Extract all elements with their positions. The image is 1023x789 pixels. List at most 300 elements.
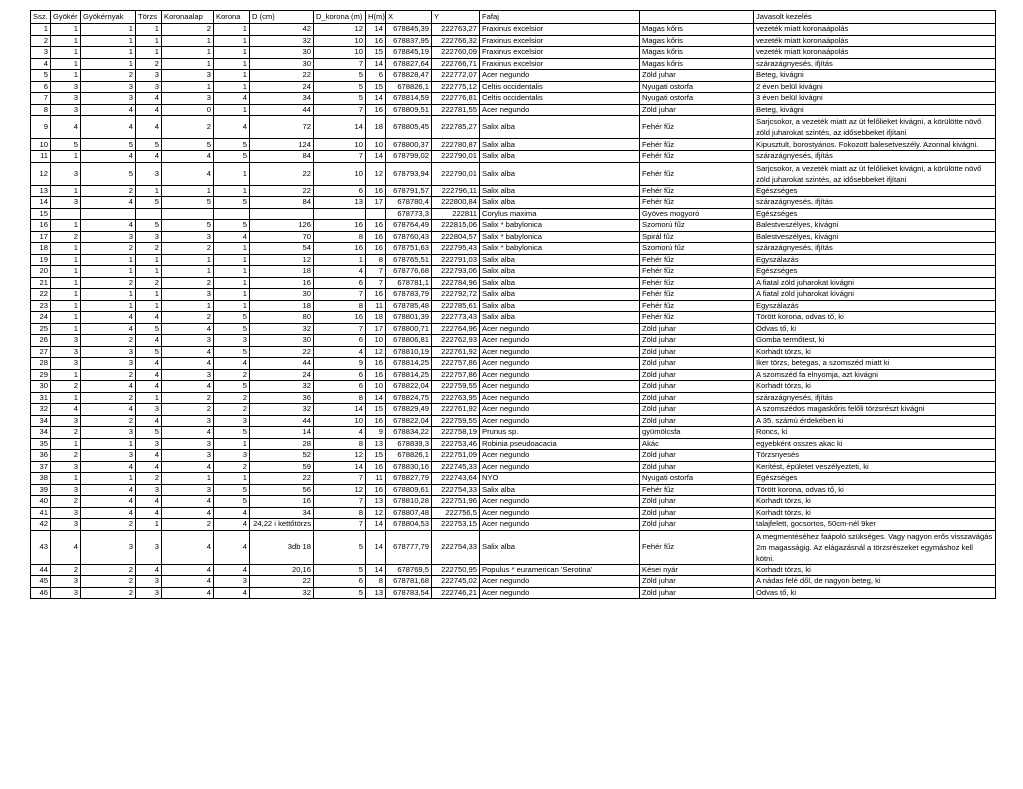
cell-treatment: szárazágnyesés, ifjítás: [754, 197, 996, 209]
table-row: [31, 300, 996, 312]
cell-crown: 1: [214, 162, 250, 185]
col-header-crown: Korona: [214, 11, 250, 24]
cell-treatment: 3 éven belül kivágni: [754, 93, 996, 105]
cell-crown: 1: [214, 81, 250, 93]
cell-species: Salix alba: [480, 254, 640, 266]
cell-id: 40: [31, 496, 51, 508]
cell-y: 222811: [432, 208, 480, 220]
cell-species: Salix alba: [480, 185, 640, 197]
cell-id: 8: [31, 104, 51, 116]
cell-diameter: 30: [250, 47, 314, 59]
cell-root-collar: 2: [81, 185, 136, 197]
cell-crown-base: 1: [162, 58, 214, 70]
cell-common-name: Fehér fűz: [640, 300, 754, 312]
cell-crown-base: 4: [162, 427, 214, 439]
cell-root-collar: 2: [81, 519, 136, 531]
cell-treatment: Odvas tő, ki: [754, 323, 996, 335]
cell-trunk: 3: [136, 81, 162, 93]
cell-root-collar: 4: [81, 220, 136, 232]
cell-root: 1: [51, 266, 81, 278]
cell-species: Fraxinus excelsior: [480, 47, 640, 59]
cell-crown-base: 3: [162, 289, 214, 301]
cell-crown: 5: [214, 346, 250, 358]
cell-common-name: Zöld juhar: [640, 392, 754, 404]
cell-x: 678804,53: [386, 519, 432, 531]
cell-y: 222780,87: [432, 139, 480, 151]
cell-x: 678781,68: [386, 576, 432, 588]
cell-crown: 1: [214, 289, 250, 301]
cell-species: Celtis occidentalis: [480, 93, 640, 105]
cell-species: Acer negundo: [480, 519, 640, 531]
cell-common-name: Zöld juhar: [640, 519, 754, 531]
cell-x: 678783,79: [386, 289, 432, 301]
cell-y: 222761,92: [432, 404, 480, 416]
cell-height: 17: [366, 323, 386, 335]
table-row: [31, 81, 996, 93]
cell-crown-base: 2: [162, 519, 214, 531]
cell-root-collar: 4: [81, 381, 136, 393]
cell-crown-diameter: 5: [314, 81, 366, 93]
cell-root-collar: 2: [81, 335, 136, 347]
cell-treatment: A fiatal zöld juharokat kivágni: [754, 277, 996, 289]
cell-id: 12: [31, 162, 51, 185]
cell-root: 4: [51, 404, 81, 416]
cell-crown-diameter: 5: [314, 530, 366, 564]
cell-crown-base: 1: [162, 300, 214, 312]
cell-root: 1: [51, 473, 81, 485]
cell-id: 4: [31, 58, 51, 70]
cell-id: 37: [31, 461, 51, 473]
cell-id: 27: [31, 346, 51, 358]
cell-common-name: Fehér fűz: [640, 289, 754, 301]
cell-crown-diameter: 12: [314, 24, 366, 36]
table-row: [31, 346, 996, 358]
cell-crown-base: 4: [162, 530, 214, 564]
cell-crown-diameter: 7: [314, 58, 366, 70]
cell-height: 17: [366, 197, 386, 209]
cell-x: 678826,1: [386, 81, 432, 93]
cell-root: 1: [51, 438, 81, 450]
cell-id: 3: [31, 47, 51, 59]
cell-root: 1: [51, 323, 81, 335]
cell-crown-diameter: 7: [314, 151, 366, 163]
cell-treatment: Egyszálazás: [754, 300, 996, 312]
cell-height: 18: [366, 312, 386, 324]
cell-crown-base: 4: [162, 496, 214, 508]
cell-height: 14: [366, 151, 386, 163]
table-row: [31, 151, 996, 163]
cell-root: 1: [51, 58, 81, 70]
cell-diameter: 14: [250, 427, 314, 439]
cell-diameter: 44: [250, 415, 314, 427]
cell-height: 16: [366, 220, 386, 232]
cell-x: 678809,51: [386, 104, 432, 116]
cell-root: 3: [51, 346, 81, 358]
cell-height: 16: [366, 243, 386, 255]
cell-root-collar: 2: [81, 587, 136, 599]
cell-x: 678845,19: [386, 47, 432, 59]
cell-root: 2: [51, 381, 81, 393]
cell-common-name: gyümölcsfa: [640, 427, 754, 439]
cell-diameter: 124: [250, 139, 314, 151]
cell-height: 11: [366, 300, 386, 312]
cell-trunk: 3: [136, 576, 162, 588]
cell-common-name: Zöld juhar: [640, 507, 754, 519]
cell-crown-diameter: 8: [314, 300, 366, 312]
cell-diameter: 84: [250, 197, 314, 209]
table-row: [31, 358, 996, 370]
cell-height: 15: [366, 404, 386, 416]
survey-table: [30, 10, 996, 599]
cell-crown: 4: [214, 93, 250, 105]
cell-id: 22: [31, 289, 51, 301]
cell-id: 25: [31, 323, 51, 335]
cell-crown-base: 3: [162, 369, 214, 381]
table-row: [31, 266, 996, 278]
cell-species: Acer negundo: [480, 323, 640, 335]
cell-root-collar: 2: [81, 415, 136, 427]
cell-root: 3: [51, 519, 81, 531]
cell-crown-base: 3: [162, 231, 214, 243]
cell-crown-diameter: 7: [314, 289, 366, 301]
cell-root: 2: [51, 564, 81, 576]
cell-y: 222745,33: [432, 461, 480, 473]
cell-common-name: Fehér fűz: [640, 162, 754, 185]
cell-id: 7: [31, 93, 51, 105]
cell-common-name: Zöld juhar: [640, 335, 754, 347]
cell-crown-base: 2: [162, 312, 214, 324]
cell-id: 35: [31, 438, 51, 450]
cell-crown-base: 4: [162, 587, 214, 599]
cell-x: 678805,45: [386, 116, 432, 139]
cell-trunk: 4: [136, 381, 162, 393]
table-row: [31, 231, 996, 243]
cell-y: 222784,96: [432, 277, 480, 289]
cell-crown-base: 2: [162, 116, 214, 139]
cell-crown: 2: [214, 404, 250, 416]
cell-common-name: Kései nyár: [640, 564, 754, 576]
cell-crown: 1: [214, 473, 250, 485]
cell-y: 222785,27: [432, 116, 480, 139]
cell-diameter: 24: [250, 369, 314, 381]
cell-crown: 3: [214, 335, 250, 347]
cell-crown: 5: [214, 139, 250, 151]
cell-species: Robinia pseudoacacia: [480, 438, 640, 450]
cell-id: 9: [31, 116, 51, 139]
cell-x: 678800,71: [386, 323, 432, 335]
cell-height: 15: [366, 450, 386, 462]
cell-crown: 4: [214, 116, 250, 139]
cell-trunk: 3: [136, 530, 162, 564]
cell-height: 13: [366, 496, 386, 508]
cell-common-name: Gyöves mogyoró: [640, 208, 754, 220]
cell-y: 222793,06: [432, 266, 480, 278]
cell-treatment: vezeték miatt koronaápolás: [754, 24, 996, 36]
cell-root-collar: 4: [81, 104, 136, 116]
cell-y: 222785,61: [432, 300, 480, 312]
cell-diameter: 52: [250, 450, 314, 462]
cell-root-collar: 4: [81, 461, 136, 473]
cell-root: 2: [51, 496, 81, 508]
cell-species: Prunus sp.: [480, 427, 640, 439]
cell-y: 222754,33: [432, 530, 480, 564]
cell-crown-base: 3: [162, 93, 214, 105]
cell-crown: 5: [214, 220, 250, 232]
cell-diameter: 20,16: [250, 564, 314, 576]
table-row: [31, 507, 996, 519]
cell-x: 678781,1: [386, 277, 432, 289]
cell-trunk: 5: [136, 197, 162, 209]
table-row: [31, 438, 996, 450]
cell-trunk: 3: [136, 484, 162, 496]
cell-crown: 4: [214, 507, 250, 519]
cell-root: 3: [51, 335, 81, 347]
cell-root: 1: [51, 392, 81, 404]
cell-treatment: Iker törzs, betegas, a szomszéd miatt ki: [754, 358, 996, 370]
cell-x: 678793,94: [386, 162, 432, 185]
table-body: [31, 11, 996, 599]
cell-root: 1: [51, 300, 81, 312]
cell-height: 8: [366, 576, 386, 588]
cell-crown-diameter: 10: [314, 139, 366, 151]
cell-root: 1: [51, 151, 81, 163]
cell-treatment: Balestveszélyes, kivágni: [754, 231, 996, 243]
cell-treatment: talajfelett, gocsortos, 50cm-nél 9ker: [754, 519, 996, 531]
cell-common-name: Zöld juhar: [640, 587, 754, 599]
cell-y: 222750,95: [432, 564, 480, 576]
cell-id: 16: [31, 220, 51, 232]
col-header-diameter: D (cm): [250, 11, 314, 24]
cell-species: Acer negundo: [480, 392, 640, 404]
cell-treatment: A fiatal zöld juharokat kivágni: [754, 289, 996, 301]
table-row: [31, 427, 996, 439]
cell-x: 678814,59: [386, 93, 432, 105]
cell-crown-diameter: 8: [314, 231, 366, 243]
cell-height: 13: [366, 587, 386, 599]
cell-x: 678769,5: [386, 564, 432, 576]
cell-id: 2: [31, 35, 51, 47]
cell-species: Populus * euramerican 'Serotina': [480, 564, 640, 576]
cell-root-collar: 1: [81, 438, 136, 450]
table-row: [31, 220, 996, 232]
cell-treatment: Egészséges: [754, 473, 996, 485]
cell-species: NYO: [480, 473, 640, 485]
cell-trunk: 4: [136, 369, 162, 381]
cell-species: Salix alba: [480, 484, 640, 496]
table-row: [31, 519, 996, 531]
cell-height: 16: [366, 104, 386, 116]
cell-crown: 1: [214, 35, 250, 47]
cell-trunk: 3: [136, 587, 162, 599]
cell-crown-base: 4: [162, 323, 214, 335]
cell-id: 21: [31, 277, 51, 289]
cell-common-name: Magas kőris: [640, 47, 754, 59]
cell-common-name: Zöld juhar: [640, 369, 754, 381]
cell-diameter: 72: [250, 116, 314, 139]
cell-common-name: Magas kőris: [640, 24, 754, 36]
cell-root: 3: [51, 415, 81, 427]
cell-height: 14: [366, 392, 386, 404]
cell-root: 3: [51, 587, 81, 599]
cell-crown: 5: [214, 312, 250, 324]
cell-diameter: 32: [250, 381, 314, 393]
cell-crown-base: 4: [162, 381, 214, 393]
cell-y: 222754,33: [432, 484, 480, 496]
cell-species: Acer negundo: [480, 404, 640, 416]
cell-root: 1: [51, 289, 81, 301]
cell-species: Salix alba: [480, 139, 640, 151]
cell-common-name: Fehér fűz: [640, 116, 754, 139]
cell-crown-diameter: 4: [314, 266, 366, 278]
cell-diameter: 30: [250, 289, 314, 301]
table-row: [31, 162, 996, 185]
cell-diameter: 22: [250, 473, 314, 485]
cell-id: 29: [31, 369, 51, 381]
table-row: [31, 116, 996, 139]
cell-root: 1: [51, 277, 81, 289]
cell-trunk: 3: [136, 404, 162, 416]
cell-diameter: 84: [250, 151, 314, 163]
cell-crown-base: 2: [162, 24, 214, 36]
cell-crown-base: 3: [162, 70, 214, 82]
cell-root-collar: 4: [81, 151, 136, 163]
cell-crown: 1: [214, 24, 250, 36]
cell-species: Salix alba: [480, 300, 640, 312]
cell-y: 222781,55: [432, 104, 480, 116]
cell-crown-base: 3: [162, 415, 214, 427]
cell-treatment: Sarjcsokor, a vezeték miatt az út felőlieket kivágni, a körülötte növő zöld juharokat szintés, az idősebbeket ifjítani: [754, 162, 996, 185]
cell-root-collar: 1: [81, 266, 136, 278]
cell-trunk: 5: [136, 139, 162, 151]
cell-id: 14: [31, 197, 51, 209]
cell-common-name: Szomorú fűz: [640, 243, 754, 255]
cell-trunk: 5: [136, 346, 162, 358]
cell-trunk: 4: [136, 335, 162, 347]
cell-id: 13: [31, 185, 51, 197]
cell-root: 3: [51, 104, 81, 116]
cell-trunk: 5: [136, 427, 162, 439]
cell-height: 8: [366, 254, 386, 266]
cell-y: 222766,71: [432, 58, 480, 70]
cell-crown-diameter: 4: [314, 427, 366, 439]
cell-x: 678828,47: [386, 70, 432, 82]
cell-diameter: 22: [250, 576, 314, 588]
cell-crown-diameter: 16: [314, 243, 366, 255]
table-row: [31, 312, 996, 324]
cell-diameter: 42: [250, 24, 314, 36]
cell-crown-diameter: 1: [314, 254, 366, 266]
col-header-id: Ssz.: [31, 11, 51, 24]
table-row: [31, 185, 996, 197]
cell-treatment: 2 éven belül kivágni: [754, 81, 996, 93]
cell-species: Acer negundo: [480, 450, 640, 462]
cell-root-collar: 4: [81, 404, 136, 416]
cell-root: 1: [51, 312, 81, 324]
cell-crown: 4: [214, 358, 250, 370]
cell-crown-base: 2: [162, 404, 214, 416]
cell-id: 23: [31, 300, 51, 312]
cell-y: 222756,5: [432, 507, 480, 519]
cell-crown-diameter: 14: [314, 116, 366, 139]
cell-crown-base: 1: [162, 47, 214, 59]
cell-crown-base: 2: [162, 392, 214, 404]
cell-root-collar: 1: [81, 47, 136, 59]
col-header-species: Fafaj: [480, 11, 640, 24]
cell-diameter: 30: [250, 335, 314, 347]
cell-trunk: 5: [136, 220, 162, 232]
cell-root: 3: [51, 197, 81, 209]
cell-treatment: vezeték miatt koronaápolás: [754, 47, 996, 59]
cell-species: Celtis occidentalis: [480, 81, 640, 93]
col-header-height: H(m): [366, 11, 386, 24]
cell-root-collar: 4: [81, 484, 136, 496]
cell-height: 12: [366, 507, 386, 519]
cell-trunk: 3: [136, 162, 162, 185]
cell-crown-base: [162, 208, 214, 220]
cell-crown-diameter: 7: [314, 496, 366, 508]
cell-height: 16: [366, 289, 386, 301]
cell-common-name: Nyugati ostorfa: [640, 93, 754, 105]
table-row: [31, 392, 996, 404]
cell-treatment: Kerítést, épületet veszélyezteti, ki: [754, 461, 996, 473]
cell-crown-base: 2: [162, 243, 214, 255]
cell-id: 45: [31, 576, 51, 588]
table-row: [31, 47, 996, 59]
cell-diameter: 32: [250, 323, 314, 335]
cell-root-collar: 3: [81, 231, 136, 243]
cell-crown-diameter: 5: [314, 564, 366, 576]
cell-trunk: 2: [136, 58, 162, 70]
cell-root-collar: 5: [81, 139, 136, 151]
cell-common-name: Fehér fűz: [640, 139, 754, 151]
cell-diameter: 34: [250, 507, 314, 519]
cell-species: Salix alba: [480, 162, 640, 185]
cell-crown-base: 0: [162, 104, 214, 116]
cell-common-name: Fehér fűz: [640, 266, 754, 278]
table-row: [31, 369, 996, 381]
cell-x: 678806,81: [386, 335, 432, 347]
cell-root: 1: [51, 243, 81, 255]
cell-diameter: 80: [250, 312, 314, 324]
cell-y: 222761,92: [432, 346, 480, 358]
cell-crown-diameter: 7: [314, 104, 366, 116]
cell-height: 13: [366, 438, 386, 450]
table-row: [31, 197, 996, 209]
cell-diameter: 70: [250, 231, 314, 243]
col-header-common-name: [640, 11, 754, 24]
cell-y: 222762,93: [432, 335, 480, 347]
cell-x: 678824,75: [386, 392, 432, 404]
cell-trunk: 4: [136, 415, 162, 427]
cell-y: 222764,96: [432, 323, 480, 335]
cell-species: Acer negundo: [480, 496, 640, 508]
cell-crown: [214, 208, 250, 220]
cell-x: 678807,48: [386, 507, 432, 519]
cell-height: 16: [366, 231, 386, 243]
cell-crown-base: 1: [162, 266, 214, 278]
cell-height: 14: [366, 58, 386, 70]
cell-y: 222790,01: [432, 151, 480, 163]
cell-height: 16: [366, 185, 386, 197]
cell-id: 26: [31, 335, 51, 347]
cell-diameter: 18: [250, 266, 314, 278]
cell-species: Corylus maxima: [480, 208, 640, 220]
table-row: [31, 243, 996, 255]
cell-id: 6: [31, 81, 51, 93]
cell-species: Salix alba: [480, 116, 640, 139]
cell-x: 678827,64: [386, 58, 432, 70]
cell-y: 222757,86: [432, 369, 480, 381]
